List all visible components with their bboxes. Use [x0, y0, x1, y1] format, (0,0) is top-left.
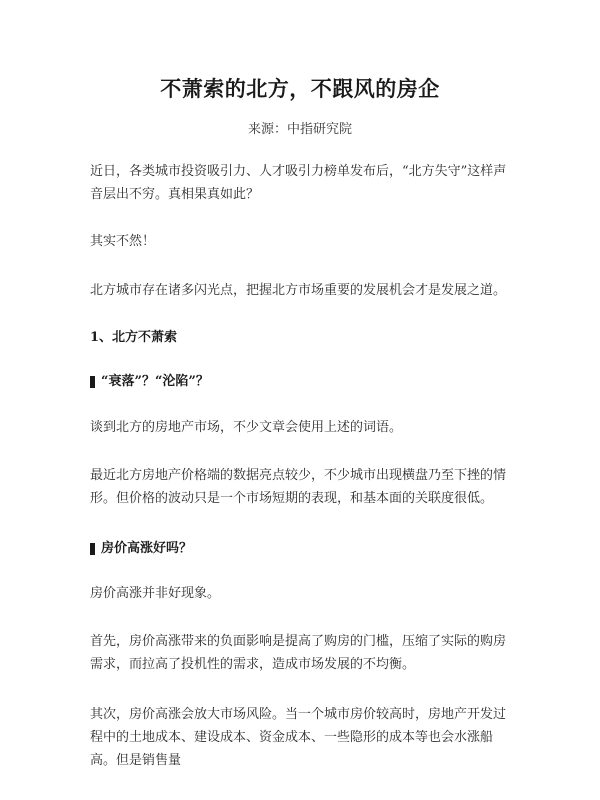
paragraph-second-reason: 其次，房价高涨会放大市场风险。当一个城市房价较高时，房地产开发过程中的土地成本、建设成本、资金成本、一些隐形的成本等也会水涨船高。但是销售量	[90, 707, 507, 768]
paragraph-north-market: 谈到北方的房地产市场，不少文章会使用上述的词语。	[90, 420, 403, 435]
sub-heading-decline	[90, 370, 515, 393]
heading-bar-icon	[90, 543, 95, 555]
document-source: 来源：中指研究院	[247, 122, 352, 137]
paragraph-not-so: 其实不然！	[90, 234, 156, 249]
paragraph-first-reason: 首先，房价高涨带来的负面影响是提高了购房的门槛，压缩了实际的购房需求，而拉高了投机性的需求，造成市场发展的不均衡。	[90, 634, 507, 672]
paragraph-not-good: 房价高涨并非好现象。	[90, 586, 221, 601]
heading-bar-icon	[90, 376, 95, 388]
document-title: 不萧索的北方，不跟风的房企	[160, 76, 440, 101]
sub-heading-price-rise-text: 房价高涨好吗？	[101, 541, 193, 556]
sub-heading-decline-text: “衰落”？“沦陷”？	[101, 374, 209, 389]
section-heading-1: 1、北方不萧索	[90, 330, 178, 345]
sub-heading-price-rise	[90, 537, 515, 560]
paragraph-price-data: 最近北方房地产价格端的数据亮点较少，不少城市出现横盘乃至下挫的情形。但价格的波动只是一个市场短期的表现，和基本面的关联度很低。	[90, 468, 507, 506]
paragraph-intro: 近日，各类城市投资吸引力、人才吸引力榜单发布后，“北方失守”这样声音层出不穷。真相果真如此？	[90, 164, 507, 202]
paragraph-opportunity: 北方城市存在诸多闪光点，把握北方市场重要的发展机会才是发展之道。	[90, 283, 507, 298]
